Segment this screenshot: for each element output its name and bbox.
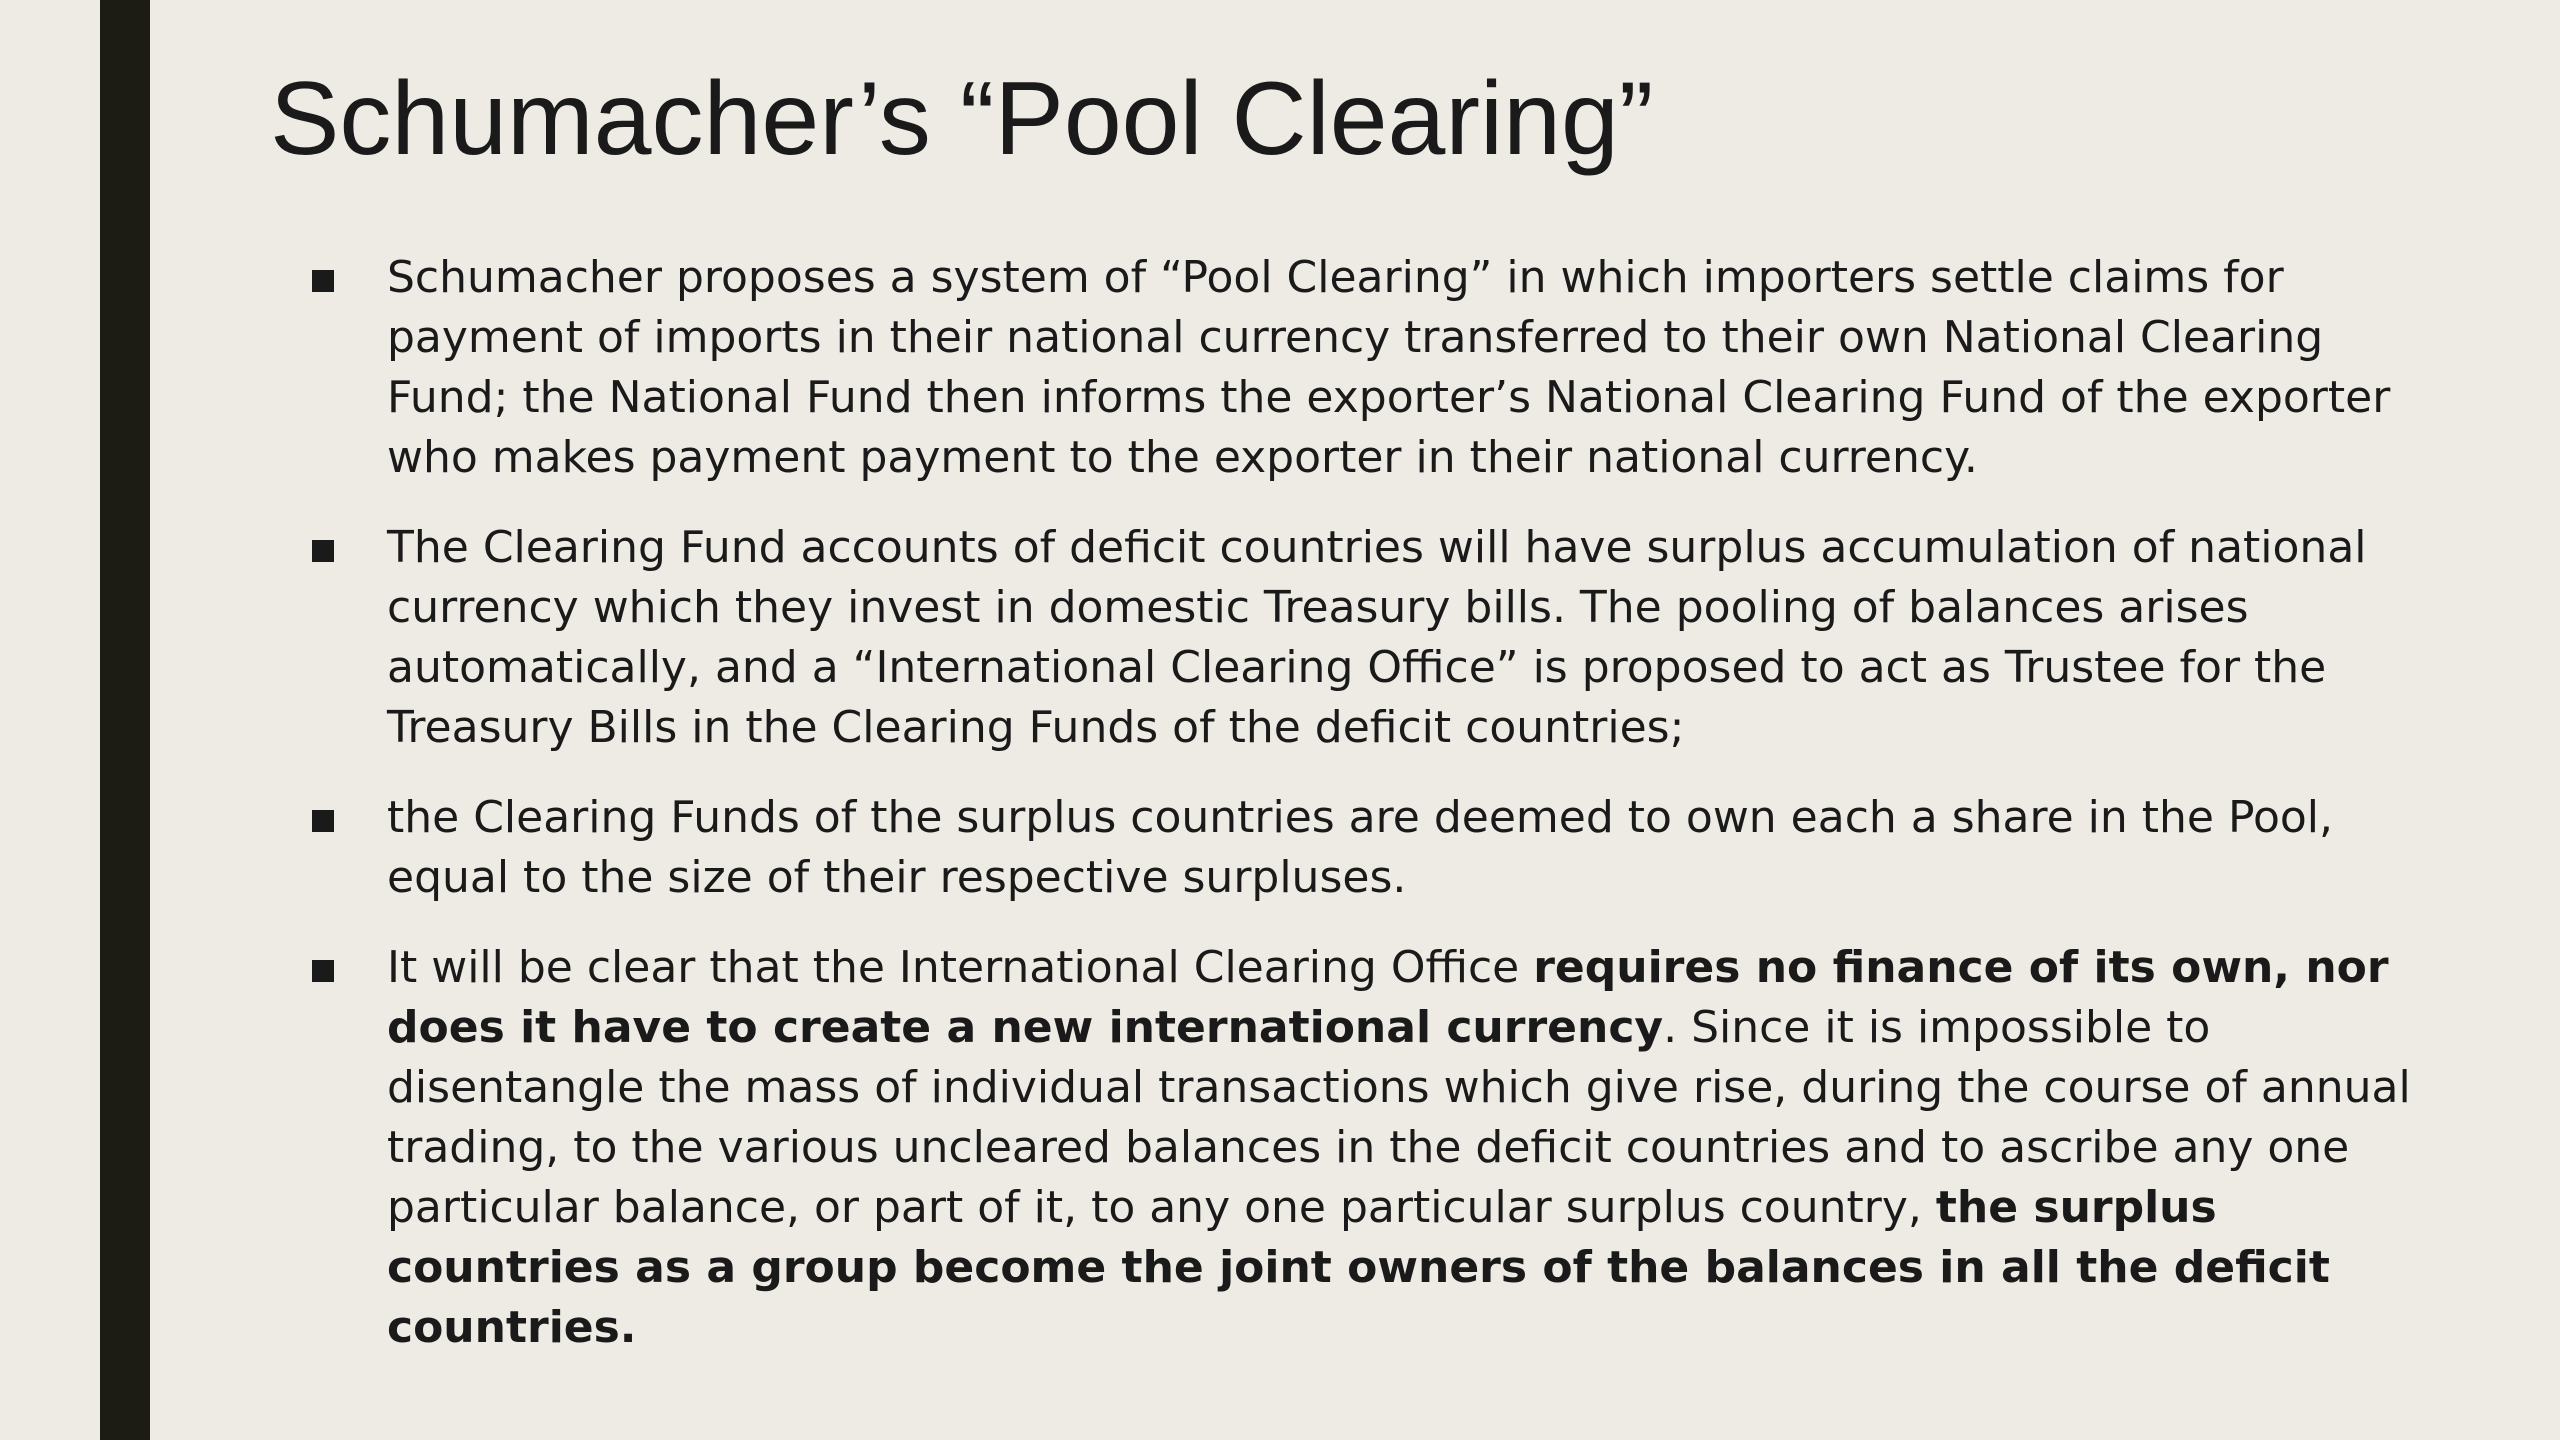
- accent-bar: [100, 0, 150, 1440]
- slide-title: Schumacher’s “Pool Clearing”: [270, 61, 1654, 177]
- bullet-text-segment: the Clearing Funds of the surplus countries are deemed to own each a share in the Pool, equal to the size of their respective surpluses.: [387, 792, 2333, 903]
- bullet-text: [387, 252, 2390, 483]
- square-bullet-icon: [312, 810, 334, 832]
- bullet-text: [387, 792, 2333, 903]
- square-bullet-icon: [312, 540, 334, 562]
- bullet-item: [300, 938, 2450, 1358]
- square-bullet-icon: [312, 270, 334, 292]
- bullet-text: [387, 522, 2367, 753]
- bullet-list: [300, 248, 2450, 1388]
- bullet-item: [300, 518, 2450, 758]
- bullet-text-segment: It will be clear that the International Clearing Office: [387, 942, 1534, 993]
- bullet-text-emphasis: requires no finance of its own, nor does it have to create a new international currency: [387, 942, 2389, 1053]
- bullet-text-segment: . Since it is impossible to disentangle the mass of individual transactions which give rise, during the course of annual trading, to the various uncleared balances in the deficit countries and to ascribe any one particular balance, or part of it, to any one particular surplus country,: [387, 1002, 2411, 1233]
- square-bullet-icon: [312, 960, 334, 982]
- bullet-text-segment: The Clearing Fund accounts of deficit countries will have surplus accumulation of national currency which they invest in domestic Treasury bills. The pooling of balances arises automatically, and a “International Clearing Office” is proposed to act as Trustee for the Treasury Bills in the Clearing Funds of the deficit countries;: [387, 522, 2367, 753]
- bullet-text-segment: Schumacher proposes a system of “Pool Clearing” in which importers settle claims for payment of imports in their national currency transferred to their own National Clearing Fund; the National Fund then informs the exporter’s National Clearing Fund of the exporter who makes payment payment to the exporter in their national currency.: [387, 252, 2391, 483]
- bullet-item: [300, 788, 2450, 908]
- bullet-text: [387, 942, 2411, 1353]
- bullet-item: [300, 248, 2450, 488]
- bullet-text-emphasis: the surplus countries as a group become the joint owners of the balances in all the deficit countries.: [387, 1182, 2330, 1353]
